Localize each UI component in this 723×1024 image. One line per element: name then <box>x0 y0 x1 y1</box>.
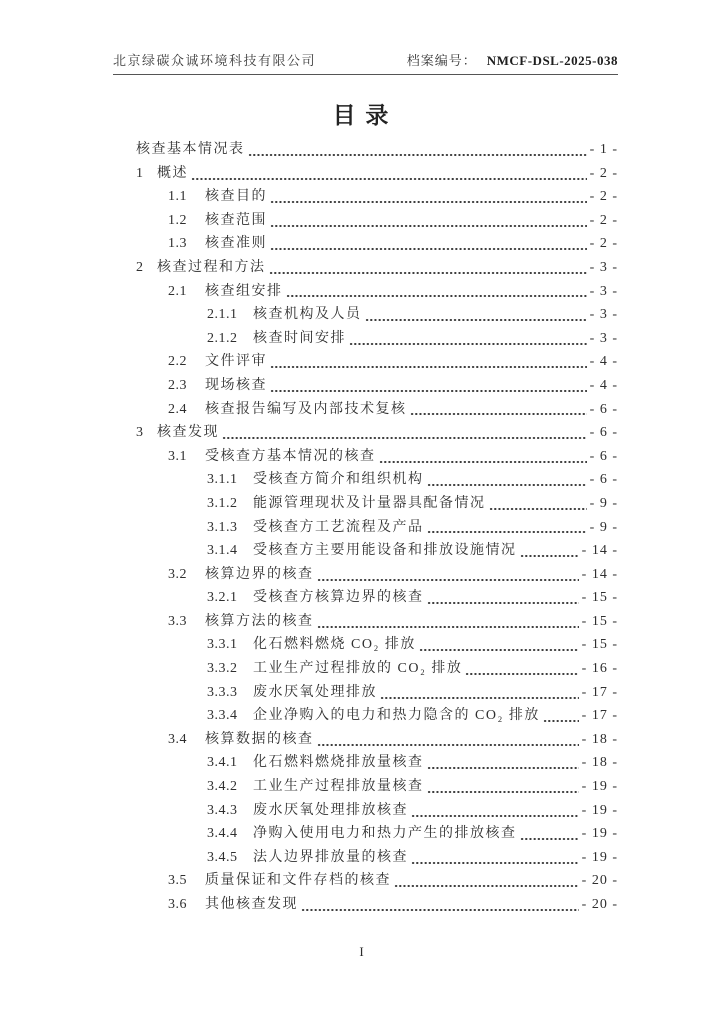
toc-entry <box>136 869 618 893</box>
dot-leader <box>191 162 587 186</box>
dot-leader <box>427 751 579 775</box>
toc-entry <box>136 539 618 563</box>
toc-entry <box>136 185 618 209</box>
dot-leader <box>317 610 579 634</box>
dot-leader <box>427 468 587 492</box>
toc-entry-title: 工业生产过程排放的 CO₂ 排放 <box>253 661 463 677</box>
toc-entry <box>136 492 618 516</box>
dot-leader <box>269 256 587 280</box>
toc-entry-title: 受核查方简介和组织机构 <box>253 472 424 488</box>
toc-entry <box>136 468 618 492</box>
archive-number-group <box>407 50 618 69</box>
toc-entry <box>136 516 618 540</box>
dot-leader <box>365 303 587 327</box>
toc-entry-number: 3.1.3 <box>207 519 238 535</box>
dot-leader <box>248 138 587 162</box>
toc-entry <box>136 822 618 846</box>
toc-entry <box>136 893 618 917</box>
dot-leader <box>427 516 587 540</box>
dot-leader <box>520 539 579 563</box>
toc-entry <box>136 799 618 823</box>
toc-entry-number: 1.1 <box>168 189 187 205</box>
toc-entry <box>136 398 618 422</box>
archive-number-value: NMCF-DSL-2025-038 <box>486 53 618 68</box>
toc-entry-page: - 6 - <box>589 425 618 441</box>
toc-entry-number: 2.1 <box>168 283 187 299</box>
toc-entry-number: 1 <box>136 165 144 181</box>
toc-entry-number: 3.3.3 <box>207 684 238 700</box>
dot-leader <box>427 775 579 799</box>
toc-entry-page: - 6 - <box>589 472 618 488</box>
toc-entry <box>136 209 618 233</box>
toc-entry-title: 化石燃料燃烧 CO₂ 排放 <box>253 637 416 653</box>
toc-entry-title: 核算方法的核查 <box>205 613 314 629</box>
toc-entry-page: - 2 - <box>589 165 618 181</box>
toc-entry <box>136 232 618 256</box>
toc-entry-page: - 16 - <box>581 661 618 677</box>
toc-entry <box>136 563 618 587</box>
toc-entry-number: 2.1.2 <box>207 330 238 346</box>
page-header <box>113 50 618 75</box>
toc-entry <box>136 704 618 728</box>
dot-leader <box>427 586 579 610</box>
toc-entry <box>136 162 618 186</box>
toc-entry-title: 废水厌氧处理排放核查 <box>253 802 408 818</box>
toc-entry-title: 概述 <box>157 165 188 181</box>
toc-entry-page: - 19 - <box>581 826 618 842</box>
toc-entry <box>136 681 618 705</box>
toc-entry-title: 工业生产过程排放量核查 <box>253 779 424 795</box>
toc-entry-title: 核算边界的核查 <box>205 566 314 582</box>
toc-entry <box>136 846 618 870</box>
toc-entry-title: 核查目的 <box>205 189 267 205</box>
toc-entry-title: 现场核查 <box>205 377 267 393</box>
toc-list <box>136 138 618 917</box>
dot-leader <box>520 822 579 846</box>
dot-leader <box>270 185 587 209</box>
toc-entry-page: - 14 - <box>581 566 618 582</box>
company-name: 北京绿碳众诚环境科技有限公司 <box>113 53 317 68</box>
toc-entry-page: - 9 - <box>589 519 618 535</box>
toc-entry <box>136 633 618 657</box>
toc-entry-number: 3.3.4 <box>207 708 238 724</box>
dot-leader <box>270 209 587 233</box>
dot-leader <box>317 563 579 587</box>
toc-entry-title: 企业净购入的电力和热力隐含的 CO₂ 排放 <box>253 708 540 724</box>
dot-leader <box>349 327 587 351</box>
toc-entry-page: - 3 - <box>589 259 618 275</box>
toc-entry-page: - 19 - <box>581 849 618 865</box>
toc-entry-title: 核算数据的核查 <box>205 731 314 747</box>
toc-entry-page: - 20 - <box>581 873 618 889</box>
toc-entry-page: - 15 - <box>581 637 618 653</box>
toc-entry-number: 1.3 <box>168 236 187 252</box>
toc-entry-number: 3.4.2 <box>207 779 238 795</box>
toc-entry-page: - 3 - <box>589 330 618 346</box>
toc-entry-page: - 19 - <box>581 802 618 818</box>
toc-entry-title: 质量保证和文件存档的核查 <box>205 873 391 889</box>
toc-entry-title: 核查基本情况表 <box>136 142 245 157</box>
toc-entry-page: - 4 - <box>589 354 618 370</box>
toc-entry-title: 核查发现 <box>157 425 219 441</box>
toc-entry-page: - 9 - <box>589 495 618 511</box>
footer-page-number: I <box>359 944 364 959</box>
dot-leader <box>543 704 579 728</box>
toc-entry-title: 核查范围 <box>205 212 267 228</box>
toc-entry-page: - 17 - <box>581 684 618 700</box>
archive-number-label: 档案编号： <box>406 53 477 68</box>
toc-entry <box>136 751 618 775</box>
toc-entry-number: 3.1.4 <box>207 543 238 559</box>
toc-entry-number: 2 <box>136 259 144 275</box>
dot-leader <box>270 374 587 398</box>
toc-entry-number: 1.2 <box>168 212 187 228</box>
toc-entry <box>136 256 618 280</box>
toc-entry-number: 3.6 <box>168 897 187 912</box>
toc-entry <box>136 421 618 445</box>
dot-leader <box>270 350 587 374</box>
dot-leader <box>317 728 579 752</box>
toc-entry-page: - 18 - <box>581 755 618 771</box>
dot-leader <box>222 421 587 445</box>
toc-entry-title: 法人边界排放量的核查 <box>253 849 408 865</box>
toc-entry-number: 3.2 <box>168 566 187 582</box>
toc-entry <box>136 445 618 469</box>
toc-entry <box>136 586 618 610</box>
toc-entry-page: - 4 - <box>589 377 618 393</box>
toc-entry-page: - 6 - <box>589 401 618 417</box>
toc-entry-page: - 2 - <box>589 189 618 205</box>
toc-entry-number: 3.5 <box>168 873 187 889</box>
toc-entry-number: 2.2 <box>168 354 187 370</box>
toc-entry-number: 3.4.5 <box>207 849 238 865</box>
toc-entry-number: 3.4.3 <box>207 802 238 818</box>
toc-entry-number: 3.2.1 <box>207 590 238 606</box>
toc-entry-title: 核查过程和方法 <box>157 259 266 275</box>
dot-leader <box>411 799 579 823</box>
dot-leader <box>489 492 587 516</box>
toc-entry-page: - 20 - <box>581 897 618 912</box>
toc-entry <box>136 657 618 681</box>
toc-entry-number: 3.4.1 <box>207 755 238 771</box>
toc-entry-title: 化石燃料燃烧排放量核查 <box>253 755 424 771</box>
dot-leader <box>270 232 587 256</box>
toc-entry-page: - 6 - <box>589 448 618 464</box>
dot-leader <box>394 869 579 893</box>
toc-entry-number: 3.1.2 <box>207 495 238 511</box>
toc-entry-title: 受核查方核算边界的核查 <box>253 590 424 606</box>
toc-entry-number: 3.3.2 <box>207 661 238 677</box>
toc-entry-number: 3.1 <box>168 448 187 464</box>
dot-leader <box>380 681 579 705</box>
toc-entry <box>136 374 618 398</box>
toc-entry-title: 受核查方工艺流程及产品 <box>253 519 424 535</box>
toc-entry-page: - 2 - <box>589 212 618 228</box>
toc-entry-page: - 18 - <box>581 731 618 747</box>
toc-entry-page: - 1 - <box>589 142 618 157</box>
toc-entry <box>136 775 618 799</box>
toc-entry <box>136 610 618 634</box>
dot-leader <box>419 633 579 657</box>
toc-entry <box>136 350 618 374</box>
toc-entry <box>136 138 618 162</box>
toc-entry-title: 核查时间安排 <box>253 330 346 346</box>
toc-entry-number: 3.1.1 <box>207 472 238 488</box>
toc-entry-number: 2.4 <box>168 401 187 417</box>
toc-entry-page: - 3 - <box>589 307 618 323</box>
toc-entry-page: - 17 - <box>581 708 618 724</box>
toc-entry-number: 3.3.1 <box>207 637 238 653</box>
dot-leader <box>411 846 579 870</box>
dot-leader <box>286 280 587 304</box>
toc-entry-title: 净购入使用电力和热力产生的排放核查 <box>253 826 517 842</box>
toc-entry-number: 3.4.4 <box>207 826 238 842</box>
toc-entry <box>136 327 618 351</box>
toc-entry-title: 核查机构及人员 <box>253 307 362 323</box>
toc-entry-number: 2.1.1 <box>207 307 238 323</box>
dot-leader <box>410 398 587 422</box>
dot-leader <box>301 893 579 917</box>
toc-entry-title: 核查组安排 <box>205 283 283 299</box>
toc-entry-title: 废水厌氧处理排放 <box>253 684 377 700</box>
toc-entry-title: 核查报告编写及内部技术复核 <box>205 401 407 417</box>
toc-entry <box>136 728 618 752</box>
toc-entry-page: - 15 - <box>581 590 618 606</box>
toc-entry-title: 受核查方主要用能设备和排放设施情况 <box>253 543 517 559</box>
toc-entry-page: - 3 - <box>589 283 618 299</box>
toc-entry-title: 核查准则 <box>205 236 267 252</box>
dot-leader <box>379 445 587 469</box>
toc-entry-title: 其他核查发现 <box>205 897 298 912</box>
dot-leader <box>465 657 578 681</box>
page-title: 目 录 <box>332 103 391 128</box>
toc-entry-page: - 15 - <box>581 613 618 629</box>
toc-entry-number: 3.4 <box>168 731 187 747</box>
toc-entry-title: 文件评审 <box>205 354 267 370</box>
toc-entry-title: 受核查方基本情况的核查 <box>205 448 376 464</box>
toc-entry-page: - 2 - <box>589 236 618 252</box>
toc-entry <box>136 280 618 304</box>
toc-entry-title: 能源管理现状及计量器具配备情况 <box>253 495 486 511</box>
toc-entry-number: 3 <box>136 425 144 441</box>
toc-entry <box>136 303 618 327</box>
toc-entry-number: 2.3 <box>168 377 187 393</box>
toc-entry-page: - 19 - <box>581 779 618 795</box>
toc-entry-page: - 14 - <box>581 543 618 559</box>
toc-entry-number: 3.3 <box>168 613 187 629</box>
